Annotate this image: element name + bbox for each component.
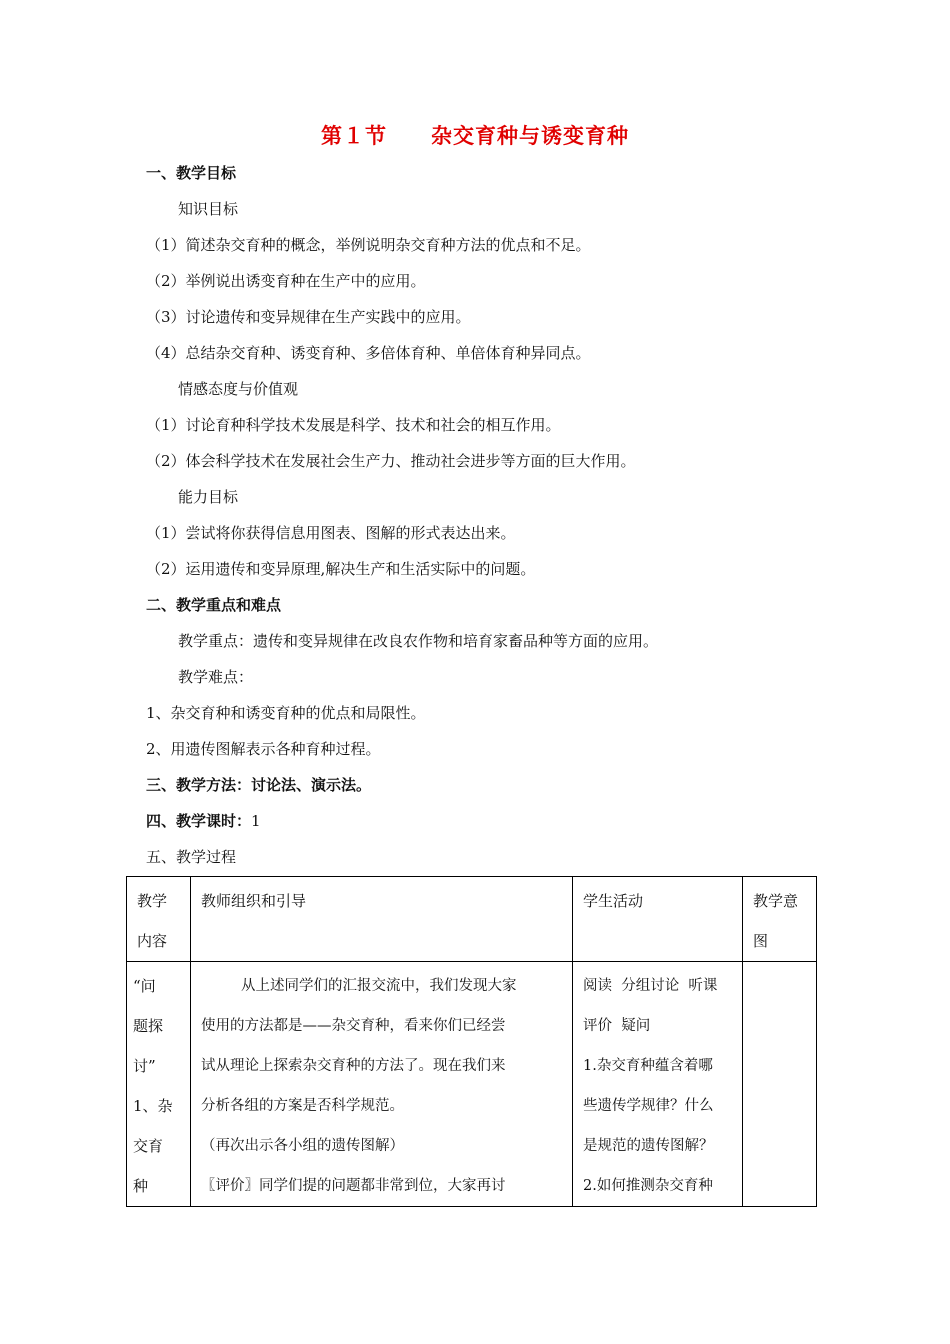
hours-label: 四、教学课时： xyxy=(146,812,252,830)
header-content-line: 内容 xyxy=(137,932,168,950)
header-intent-line: 教学意 xyxy=(753,892,799,910)
attitude-item: （2）体会科学技术在发展社会生产力、推动社会进步等方面的巨大作用。 xyxy=(146,452,636,470)
header-student-label: 学生活动 xyxy=(583,892,644,910)
student-line: 些遗传学规律？什么 xyxy=(583,1098,714,1114)
difficulty-heading: 教学难点： xyxy=(178,668,254,686)
subheading-ability: 能力目标 xyxy=(178,488,239,506)
difficulty-item: 1、杂交育种和诱变育种的优点和局限性。 xyxy=(146,704,426,722)
header-content xyxy=(127,877,191,962)
student-line: 是规范的遗传图解？ xyxy=(583,1138,714,1154)
row-student-cell xyxy=(573,962,743,1207)
section-heading-methods: 三、教学方法：讨论法、演示法。 xyxy=(146,776,372,794)
student-line: 2.如何推测杂交育种 xyxy=(583,1178,713,1194)
row-content-cell xyxy=(127,962,191,1207)
header-teacher-label: 教师组织和引导 xyxy=(201,892,307,910)
section-heading-key-points: 二、教学重点和难点 xyxy=(146,596,282,614)
student-line: 1.杂交育种蕴含着哪 xyxy=(583,1058,713,1074)
subheading-knowledge: 知识目标 xyxy=(178,200,239,218)
key-point-text: 教学重点：遗传和变异规律在改良农作物和培育家畜品种等方面的应用。 xyxy=(178,632,659,650)
section-heading-process: 五、教学过程 xyxy=(146,848,237,866)
section-heading-objectives: 一、教学目标 xyxy=(146,164,237,182)
knowledge-item: （1）简述杂交育种的概念，举例说明杂交育种方法的优点和不足。 xyxy=(146,236,591,254)
knowledge-item: （2）举例说出诱变育种在生产中的应用。 xyxy=(146,272,426,290)
knowledge-item: （4）总结杂交育种、诱变育种、多倍体育种、单倍体育种异同点。 xyxy=(146,344,591,362)
subheading-attitude: 情感态度与价值观 xyxy=(178,380,299,398)
header-student xyxy=(573,877,743,962)
knowledge-item: （3）讨论遗传和变异规律在生产实践中的应用。 xyxy=(146,308,471,326)
section-hours xyxy=(146,811,261,831)
row-teacher-cell xyxy=(191,962,573,1207)
ability-item: （1）尝试将你获得信息用图表、图解的形式表达出来。 xyxy=(146,524,516,542)
teacher-line: 〖评价〗同学们提的问题都非常到位，大家再讨 xyxy=(201,1178,506,1194)
content-line: “问 xyxy=(133,977,156,995)
table-row xyxy=(127,962,817,1207)
teacher-line: 使用的方法都是——杂交育种，看来你们已经尝 xyxy=(201,1018,506,1034)
teacher-line: 从上述同学们的汇报交流中，我们发现大家 xyxy=(241,978,517,994)
header-intent xyxy=(743,877,817,962)
table-header-row xyxy=(127,877,817,962)
student-line: 评价 疑问 xyxy=(583,1018,651,1034)
header-intent-line: 图 xyxy=(753,932,769,950)
header-teacher xyxy=(191,877,573,962)
teacher-line: 分析各组的方案是否科学规范。 xyxy=(201,1098,404,1114)
teacher-line: （再次出示各小组的遗传图解） xyxy=(201,1138,404,1154)
page-title: 第１节 杂交育种与诱变育种 xyxy=(321,123,629,148)
attitude-item: （1）讨论育种科学技术发展是科学、技术和社会的相互作用。 xyxy=(146,416,561,434)
difficulty-item: 2、用遗传图解表示各种育种过程。 xyxy=(146,740,381,758)
student-line: 阅读 分组讨论 听课 xyxy=(583,978,718,994)
content-line: 讨” xyxy=(133,1057,156,1075)
content-line: 1、杂 xyxy=(133,1097,173,1115)
content-line: 题探 xyxy=(133,1017,164,1035)
row-intent-cell xyxy=(743,962,817,1207)
ability-item: （2）运用遗传和变异原理,解决生产和生活实际中的问题。 xyxy=(146,560,536,578)
hours-value: 1 xyxy=(251,812,261,830)
header-content-line: 教学 xyxy=(137,892,168,910)
content-line: 交育 xyxy=(133,1137,164,1155)
teacher-line: 试从理论上探索杂交育种的方法了。现在我们来 xyxy=(201,1058,506,1074)
content-line: 种 xyxy=(133,1177,149,1195)
process-table xyxy=(126,876,817,1207)
